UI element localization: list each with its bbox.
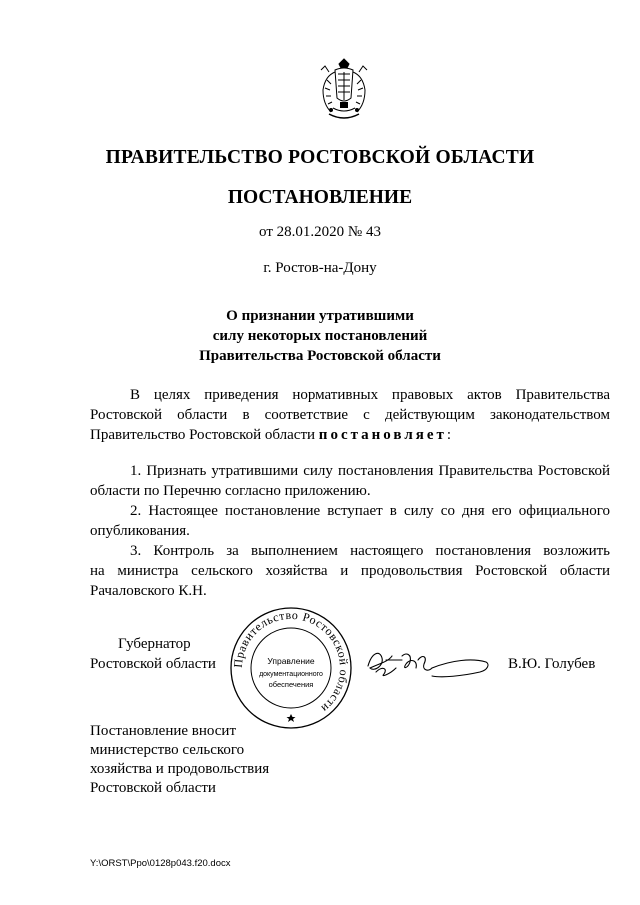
seal-center-line: документационного bbox=[259, 671, 323, 678]
item-line: 1. Признать утратившими силу постановления Правительства Ростовской bbox=[130, 463, 610, 479]
resolution-keyword: постановляет bbox=[318, 427, 447, 443]
seal-ring-text: Правительство Ростовской области bbox=[230, 607, 352, 716]
subject-line: Правительства Ростовской области bbox=[199, 348, 441, 364]
item-line: 2. Настоящее постановление вступает в силу со дня его официального bbox=[130, 503, 610, 519]
item-line: Рачаловского К.Н. bbox=[90, 583, 207, 599]
seal-center-line: обеспечения bbox=[268, 680, 314, 689]
introduced-by-line: министерство сельского bbox=[90, 742, 245, 758]
introduced-by-line: Постановление вносит bbox=[90, 723, 237, 739]
item-line: области по Перечню согласно приложению. bbox=[90, 483, 371, 499]
document-type: ПОСТАНОВЛЕНИЕ bbox=[227, 187, 413, 208]
seal-center-line: Управление bbox=[267, 656, 315, 666]
government-title: ПРАВИТЕЛЬСТВО РОСТОВСКОЙ ОБЛАСТИ bbox=[105, 147, 535, 168]
preamble-prefix: Правительство Ростовской области bbox=[90, 427, 319, 443]
preamble-line bbox=[90, 425, 610, 445]
signatory-post: Губернатор bbox=[118, 636, 191, 652]
coat-of-arms-icon bbox=[317, 58, 371, 124]
preamble-line: В целях приведения нормативных правовых актов Правительства bbox=[130, 387, 610, 403]
preamble-suffix: : bbox=[446, 427, 452, 443]
file-path: Y:\ORST\Ppo\0128p043.f20.docx bbox=[90, 858, 231, 869]
introduced-by-line: Ростовской области bbox=[90, 780, 216, 796]
signatory-name: В.Ю. Голубев bbox=[508, 656, 596, 672]
item-line: на министра сельского хозяйства и продовольствия Ростовской области bbox=[90, 563, 610, 579]
introduced-by-line: хозяйства и продовольствия bbox=[90, 761, 270, 777]
document-date-number: от 28.01.2020 № 43 bbox=[259, 224, 381, 240]
subject-line: О признании утратившими bbox=[226, 308, 414, 324]
handwritten-signature bbox=[362, 638, 492, 688]
official-seal-icon bbox=[229, 606, 353, 730]
item-line: 3. Контроль за выполнением настоящего постановления возложить bbox=[130, 543, 610, 559]
item-line: опубликования. bbox=[90, 523, 190, 539]
document-city: г. Ростов-на-Дону bbox=[263, 260, 377, 276]
signatory-post: Ростовской области bbox=[90, 656, 216, 672]
preamble-line: Ростовской области в соответствие с действующим законодательством bbox=[90, 407, 610, 423]
subject-line: силу некоторых постановлений bbox=[212, 328, 428, 344]
